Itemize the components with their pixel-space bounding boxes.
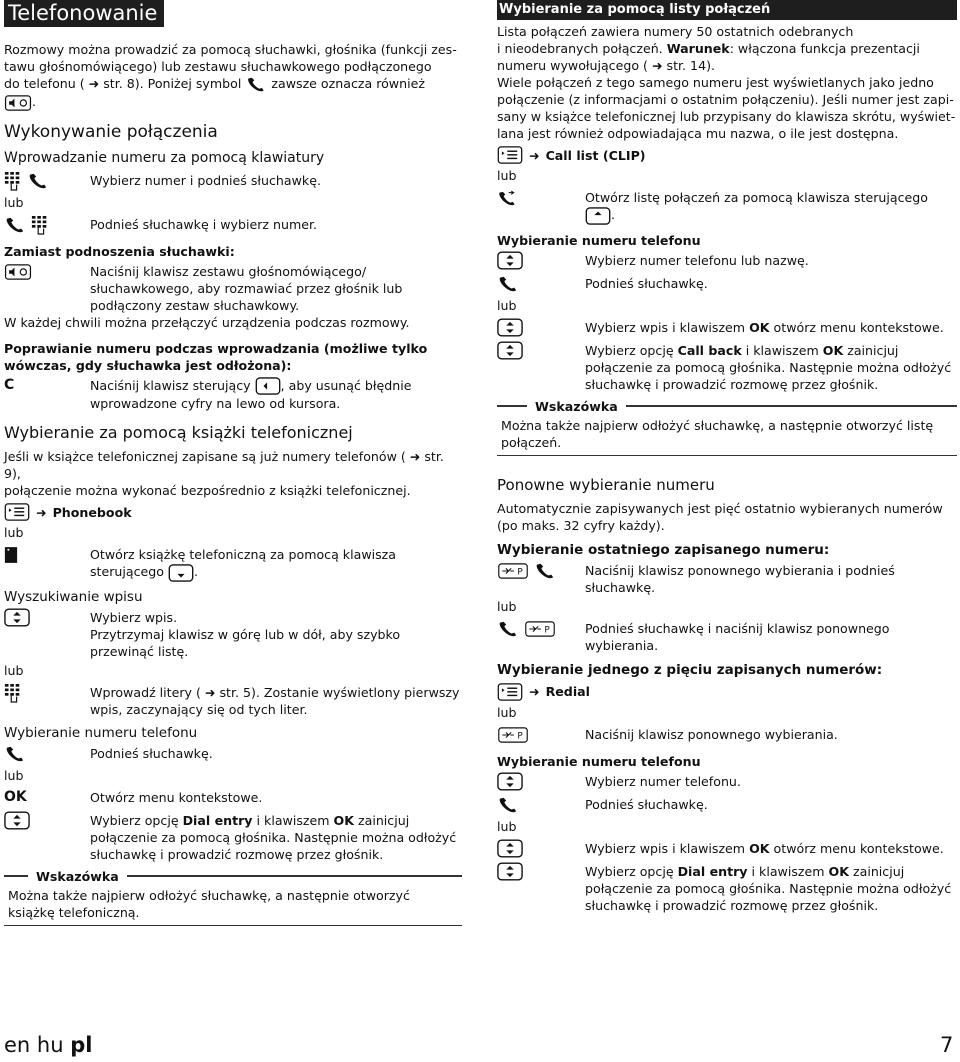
keypad-icon [4, 171, 22, 191]
handset-icon [4, 216, 26, 234]
page-title: Telefonowanie [4, 0, 164, 27]
intro-line: Rozmowy można prowadzić za pomocą słuchawki, głośnika (funkcji zes- [4, 42, 457, 57]
step-row [497, 839, 957, 860]
language-footer: en hu pl [4, 1033, 93, 1057]
step-row [497, 251, 957, 272]
step-row [497, 188, 957, 225]
or-label: lub [4, 194, 24, 210]
step-row [497, 619, 957, 654]
nav-up-key-icon [585, 207, 611, 225]
or-label: lub [497, 598, 517, 614]
handset-icon [245, 76, 267, 93]
step-row [4, 811, 462, 863]
or-label: lub [497, 818, 517, 834]
nav-key-icon [497, 862, 523, 881]
step-text: Otwórz książkę telefoniczną za pomocą klawisza sterującego . [90, 545, 462, 582]
calllist-text: sany w książce telefonicznej lub przypisany do klawisza skrótu, wyświet- [497, 109, 956, 124]
step-text: Wybierz numer i podnieś słuchawkę. [90, 172, 321, 188]
step-text: Podnieś słuchawkę. [585, 796, 708, 812]
step-row [4, 171, 462, 192]
menu-path-calllist: ➜ Call list (CLIP) [497, 145, 957, 165]
keypad-icon [4, 683, 22, 703]
step-text: Podnieś słuchawkę i wybierz numer. [90, 216, 318, 232]
nav-left-key-icon [255, 377, 281, 395]
phonebook-intro: połączenie można wykonać bezpośrednio z książki telefonicznej. [4, 483, 411, 498]
redial-text: Automatycznie zapisywanych jest pięć ostatnio wybieranych numerów [497, 500, 943, 516]
step-text: Wybierz opcję Dial entry i klawiszem OK zainicjuj połączenie za pomocą głośnika. Następnie można odłożyć słuchawkę i prowadzić rozmowę przez głośnik. [90, 812, 457, 862]
step-row [4, 788, 462, 809]
note-box [4, 868, 462, 926]
step-row [4, 262, 462, 314]
or-label: lub [4, 767, 24, 783]
menu-path-redial: ➜ Redial [497, 682, 957, 702]
or-label: lub [4, 662, 24, 678]
arrow-icon: ➜ [529, 147, 540, 163]
or-label: lub [4, 525, 24, 540]
step-text: Wybierz numer telefonu lub nazwę. [585, 252, 809, 268]
step-text: Wybierz opcję Call back i klawiszem OK zainicjuj połączenie za pomocą głośnika. Następnie można odłożyć słuchawkę i prowadzić rozmowę przez głośnik. [585, 342, 952, 392]
menu-key-icon [497, 146, 523, 164]
calllist-text: numeru wywołującego ( ➜ str. 14). [497, 58, 715, 73]
step-row [4, 608, 462, 660]
menu-key-icon [4, 503, 30, 521]
step-text: Wybierz numer telefonu. [585, 773, 741, 789]
nav-key-icon [497, 251, 523, 270]
step-text: Wybierz wpis. Przytrzymaj klawisz w górę lub w dół, aby szybko przewinąć listę. [90, 609, 401, 659]
note-text: połączeń. [501, 434, 562, 450]
step-text: Naciśnij klawisz zestawu głośnomówiącego/ słuchawkowego, aby rozmawiać przez głośnik lub podłączony zestaw słuchawkowy. [90, 263, 403, 313]
step-row [4, 545, 462, 582]
note-box [497, 398, 957, 456]
step-text: Naciśnij klawisz ponownego wybierania i podnieś słuchawkę. [585, 562, 895, 595]
menu-path-phonebook: ➜ Phonebook [4, 502, 462, 522]
nav-key-icon [497, 839, 523, 858]
calllist-text: i nieodebranych połączeń. Warunek: włączona funkcja prezentacji [497, 41, 920, 56]
step-row [4, 744, 462, 765]
step-row [497, 318, 957, 339]
step-text: Podnieś słuchawkę. [585, 275, 708, 291]
step-text: Wprowadź litery ( ➜ str. 5). Zostanie wyświetlony pierwszy wpis, zaczynający się od tych liter. [90, 684, 460, 717]
handset-icon [27, 172, 49, 190]
note-label: Wskazówka [28, 868, 127, 885]
intro-line: do telefonu ( ➜ str. 8). Poniżej symbol zawsze oznacza również [4, 76, 425, 91]
subheading-dial-number-2: Wybieranie numeru telefonu [497, 753, 701, 769]
step-row [497, 795, 957, 816]
section-heading-redial: Ponowne wybieranie numeru [497, 475, 715, 494]
handset-arrow-icon [497, 190, 517, 207]
note-text: Można także najpierw odłożyć słuchawkę, a następnie otworzyć [8, 887, 410, 903]
step-row [497, 561, 957, 596]
left-column [4, 0, 462, 926]
or-label: lub [497, 704, 517, 720]
subheading-keypad: Wprowadzanie numeru za pomocą klawiatury [4, 149, 325, 166]
step-row [497, 862, 957, 914]
intro-paragraph [4, 41, 462, 111]
note-text: Można także najpierw odłożyć słuchawkę, a następnie otworzyć listę [501, 417, 934, 433]
handset-icon [497, 275, 519, 293]
speaker-key-icon [4, 95, 32, 111]
handset-icon [4, 745, 26, 763]
subheading-correct: Poprawianie numeru podczas wprowadzania (możliwe tylko wówczas, gdy słuchawka jest odłożona): [4, 340, 428, 373]
redial-key-icon [497, 727, 529, 743]
calllist-text: Wiele połączeń z tego samego numeru jest wyświetlanych jako jedno [497, 75, 934, 90]
step-text: Naciśnij klawisz sterujący , aby usunąć błędnie wprowadzone cyfry na lewo od kursora. [90, 377, 412, 411]
or-label: lub [497, 297, 517, 313]
step-text: Podnieś słuchawkę. [90, 745, 213, 761]
nav-key-icon [497, 341, 523, 360]
or-label: lub [497, 168, 517, 183]
step-text: Wybierz wpis i klawiszem OK otwórz menu kontekstowe. [585, 319, 944, 335]
nav-key-icon [4, 608, 30, 627]
redial-key-icon [497, 563, 529, 579]
ok-key: OK [4, 789, 27, 805]
step-row [497, 274, 957, 295]
nav-key-icon [4, 811, 30, 830]
step-text: Podnieś słuchawkę i naciśnij klawisz ponownego wybierania. [585, 620, 890, 653]
step-row [497, 772, 957, 793]
step-row [497, 725, 957, 746]
step-text: Otwórz menu kontekstowe. [90, 789, 263, 805]
subheading-last: Wybieranie ostatniego zapisanego numeru: [497, 541, 830, 558]
calllist-text: Lista połączeń zawiera numery 50 ostatnich odebranych [497, 24, 854, 39]
redial-text: (po maks. 32 cyfry każdy). [497, 517, 665, 533]
phonebook-intro: Jeśli w książce telefonicznej zapisane są już numery telefonów ( ➜ str. 9), [4, 449, 444, 481]
nav-key-icon [497, 318, 523, 337]
handset-icon [534, 562, 556, 580]
subheading-one-of-five: Wybieranie jednego z pięciu zapisanych numerów: [497, 661, 883, 678]
speaker-key-icon [4, 264, 32, 280]
subheading-search: Wyszukiwanie wpisu [4, 588, 143, 605]
step-row [4, 215, 462, 236]
step-text: Wybierz wpis i klawiszem OK otwórz menu kontekstowe. [585, 840, 944, 856]
calllist-text: połączenie (z informacjami o ostatnim połączeniu). Jeśli numer jest zapi- [497, 92, 954, 107]
menu-key-icon [497, 683, 523, 701]
redial-key-icon [524, 621, 556, 637]
handset-icon [497, 620, 519, 638]
step-row [4, 683, 462, 718]
calllist-text: lana jest również odpowiadająca mu nazwa, o ile jest dostępna. [497, 126, 899, 141]
step-row [497, 341, 957, 393]
section-heading-call: Wykonywanie połączenia [4, 121, 218, 142]
subheading-dial-number: Wybieranie numeru telefonu [497, 232, 701, 248]
section-heading-calllist: Wybieranie za pomocą listy połączeń [497, 0, 957, 20]
intro-line: . [4, 93, 462, 111]
phonebook-icon [4, 546, 18, 564]
step-text: Otwórz listę połączeń za pomocą klawisza sterującego . [585, 188, 957, 225]
step-text: Wybierz opcję Dial entry i klawiszem OK zainicjuj połączenie za pomocą głośnika. Następnie można odłożyć słuchawkę i prowadzić rozmowę przez głośnik. [585, 863, 952, 913]
subheading-dial-number: Wybieranie numeru telefonu [4, 724, 198, 741]
keypad-icon [31, 215, 49, 235]
intro-line: tawu głośnomówiącego) lub zestawu słuchawkowego podłączonego [4, 59, 432, 74]
switch-note: W każdej chwili można przełączyć urządzenia podczas rozmowy. [4, 314, 410, 330]
note-text: książkę telefoniczną. [8, 904, 140, 920]
handset-icon [497, 796, 519, 814]
right-column [497, 0, 957, 914]
c-key: C [4, 377, 15, 393]
nav-key-icon [497, 772, 523, 791]
step-text: Naciśnij klawisz ponownego wybierania. [585, 726, 838, 742]
arrow-icon: ➜ [529, 684, 540, 699]
page-number: 7 [940, 1033, 954, 1057]
step-row [4, 376, 462, 413]
arrow-icon: ➜ [36, 504, 47, 520]
section-heading-phonebook: Wybieranie za pomocą książki telefonicznej [4, 423, 353, 442]
subheading-instead: Zamiast podnoszenia słuchawki: [4, 243, 235, 259]
note-label: Wskazówka [527, 398, 626, 415]
nav-down-key-icon [168, 564, 194, 582]
